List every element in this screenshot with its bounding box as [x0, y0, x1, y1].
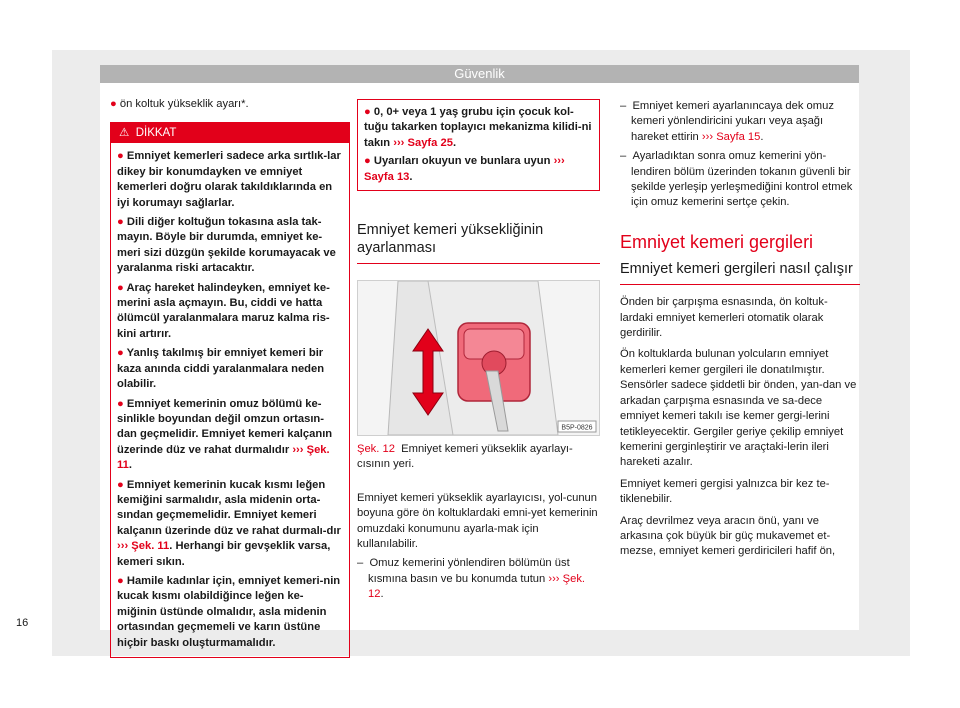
figure-link[interactable]: Şek. 11	[117, 443, 330, 472]
body-paragraph: Emniyet kemeri gergisi yalnızca bir kez te-tiklenebilir.	[620, 477, 830, 506]
ref-arrow-icon: ›››	[548, 572, 560, 585]
section-header: Güvenlik	[100, 65, 859, 83]
ref-arrow-icon: ›››	[117, 540, 129, 553]
warning-header: ⚠ DİKKAT	[111, 123, 349, 143]
body-paragraph: Araç devrilmez veya aracın önü, yanı ve arkasına çok büyük bir güç mukavemet et-mezse, emniyet kemeri gerdiricileri hafif ön,	[620, 514, 836, 558]
warning-box	[110, 122, 350, 658]
warning-item: ● Dili diğer koltuğun tokasına asla tak-mayın. Böyle bir durumda, emniyet ke-meri sizi düzgün şekilde korumayacak ve yaralanma riski artacaktır.	[117, 216, 336, 275]
figure-link[interactable]: Şek. 11	[131, 540, 170, 553]
figure-seatbelt-adjuster	[357, 280, 600, 436]
note-box	[357, 99, 600, 191]
step-item: – Ayarladıktan sonra omuz kemerini yön-lendiren bölüm üzerinden tokanın güvenli bir şekilde yerleşip yerleşmediğini kontrol etmek için omuz kemerini sertçe çekin.	[620, 150, 853, 209]
bullet-icon: ●	[117, 397, 124, 410]
column-middle	[357, 99, 600, 603]
body-paragraph: Ön koltuklarda bulunan yolcuların emniyet kemerleri kemer gergileri ile donatılmıştır. Sensörler sadece şiddetli bir önden, yan-dan ve arkadan çarpışma esnasında ve sa-dece emniyet kemeri takılı ise kemer gergi-lerini tetikleyecektir. Gergiler geriye çekilip emniyet kemerini gerginleştirir ve araçtaki-lerin ileri hareketi azalır.	[620, 348, 857, 469]
warning-item: ● Hamile kadınlar için, emniyet kemeri-nin kucak kısmı olabildiğince leğen ke-miğinin üstünde olmalıdır, asla midenin ortasından geçmemeli ve karın üstüne hiçbir baskı oluşturmamalıdır.	[117, 574, 341, 649]
section-heading: Emniyet kemeri yüksekliğinin ayarlanması	[357, 221, 600, 264]
figure-link[interactable]: Şek. 12	[368, 572, 586, 601]
section-title: Emniyet kemeri gergileri	[620, 231, 814, 252]
bullet-icon: ●	[117, 281, 124, 294]
page-link[interactable]: Sayfa 15	[716, 130, 761, 143]
figure-code: B5P-0826	[561, 424, 593, 432]
note-item: ● 0, 0+ veya 1 yaş grubu için çocuk kol-tuğu takarken toplayıcı mekanizma kilidi-ni takın ››› Sayfa 25.	[364, 106, 592, 149]
step-item: – Emniyet kemeri ayarlanıncaya dek omuz kemeri yönlendiricini yukarı veya aşağı hareket ettirin ››› Sayfa 15.	[620, 100, 834, 143]
body-paragraph: Emniyet kemeri yükseklik ayarlayıcısı, yol-cunun boyuna göre ön koltuklardaki emni-yet kemerinin omuzdaki konumunu ayarla-mak için kullanılabilir.	[357, 491, 598, 551]
warning-item: ● Araç hareket halindeyken, emniyet ke-merini asla açmayın. Bu, ciddi ve hatta ölümcül yaralanmalara maruz kalma ris-kini artırır.	[117, 281, 330, 340]
figure-caption: Şek. 12 Emniyet kemeri yükseklik ayarlayı-cısının yeri.	[357, 443, 573, 471]
note-item: ● Uyarıları okuyun ve bunlara uyun ››› Sayfa 13.	[364, 155, 565, 183]
intro-item: ● ön koltuk yükseklik ayarı*.	[110, 98, 249, 110]
warning-item: ● Yanlış takılmış bir emniyet kemeri bir kaza anında ciddi yaralanmalara neden olabilir.	[117, 347, 325, 391]
ref-arrow-icon: ›››	[393, 136, 405, 149]
ref-arrow-icon: ›››	[553, 155, 565, 168]
step-item: – Omuz kemerini yönlendiren bölümün üst kısmına basın ve bu konumda tutun ››› Şek. 12.	[357, 557, 586, 601]
ref-arrow-icon: ›››	[701, 130, 714, 143]
manual-page	[100, 83, 859, 649]
sub-heading: Emniyet kemeri gergileri nasıl çalışır	[620, 260, 860, 285]
ref-arrow-icon: ›››	[292, 443, 304, 456]
page-link[interactable]: Sayfa 25	[407, 136, 453, 149]
body-paragraph: Önden bir çarpışma esnasında, ön koltuk-lardaki emniyet kemerleri otomatik olarak gerdirilir.	[620, 296, 828, 340]
seatbelt-adjuster-illustration	[358, 281, 599, 435]
warning-triangle-icon: ⚠	[119, 127, 130, 140]
bullet-icon: ●	[117, 574, 124, 587]
warning-item: ● Emniyet kemerleri sadece arka sırtlık-lar dikey bir konumdayken ve emniyet kemerleri doğru olarak takıldıklarında en iyi korumayı sağlarlar.	[117, 150, 341, 209]
column-left	[110, 97, 350, 658]
bullet-icon: ●	[364, 106, 371, 118]
page-number: 16	[16, 617, 29, 629]
warning-item: ● Emniyet kemerinin kucak kısmı leğen kemiğini sarmalıdır, asla midenin orta-sından geçmemelidir. Emniyet kemeri kalçanın üzerinde düz ve rahat durmalı-dır ››› Şek. 11. Herhangi bir gevşeklik varsa, kemeri sıkın.	[117, 478, 341, 568]
page-link[interactable]: Sayfa 13	[364, 170, 410, 183]
bullet-icon: ●	[364, 155, 371, 168]
bullet-icon: ●	[110, 98, 117, 110]
warning-item: ● Emniyet kemerinin omuz bölümü ke-sinlikle boyundan değil omzun ortasın-dan geçmelidir. Emniyet kemeri kalçanın üzerinde düz ve rahat durmalıdır ››› Şek. 11.	[117, 397, 333, 472]
warning-body	[111, 143, 349, 657]
bullet-icon: ●	[117, 478, 124, 491]
bullet-icon: ●	[117, 150, 124, 163]
bullet-icon: ●	[117, 216, 124, 229]
bullet-icon: ●	[117, 347, 124, 360]
column-right	[620, 99, 860, 560]
